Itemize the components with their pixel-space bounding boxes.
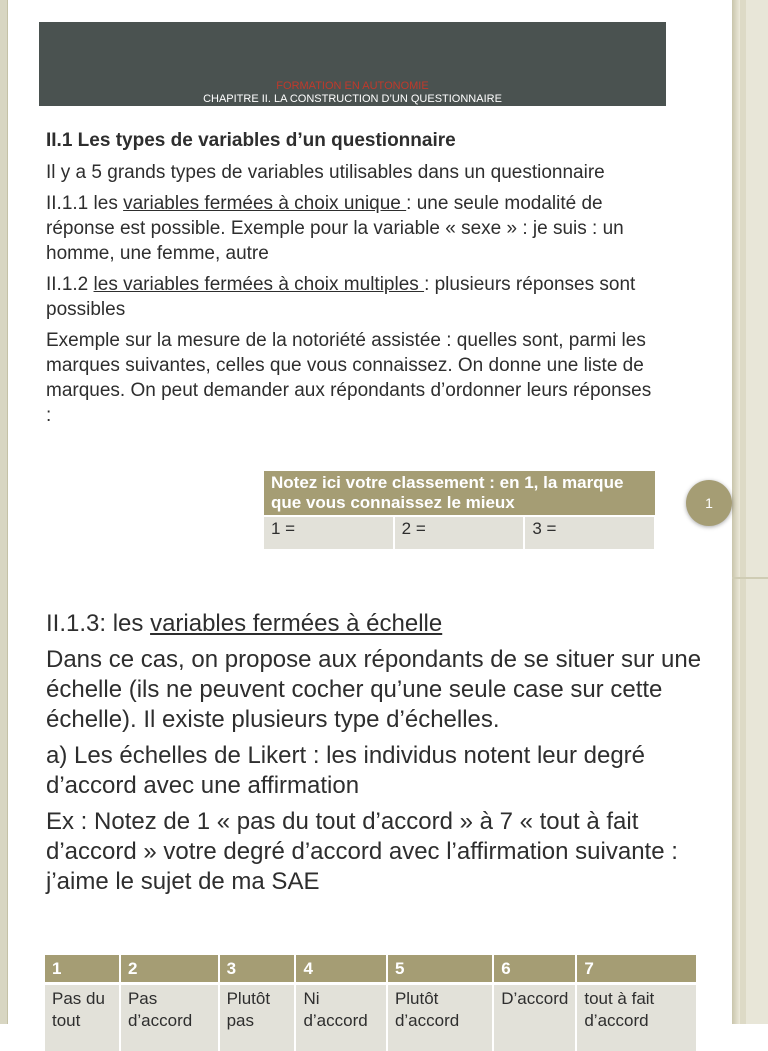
likert-cell-1: Pas du tout (45, 984, 120, 1051)
ranking-table (264, 471, 656, 549)
likert-row (45, 984, 697, 1051)
likert-header-3: 3 (219, 955, 296, 984)
s112-underlined: les variables fermées à choix multiples (94, 274, 425, 295)
likert-cell-7: tout à fait d’accord (576, 984, 697, 1051)
s111-underlined: variables fermées à choix unique (123, 193, 406, 214)
likert-header-2: 2 (120, 955, 219, 984)
page-number-badge: 1 (686, 480, 732, 526)
likert-header-7: 7 (576, 955, 697, 984)
s113-prefix: II.1.3: les (46, 610, 150, 637)
slide-divider (732, 577, 768, 579)
ranking-table-header-row (264, 471, 655, 516)
slide-header (39, 22, 666, 106)
header-title: FORMATION EN AUTONOMIE (39, 80, 666, 92)
section-intro: Il y a 5 grands types de variables utilisables dans un questionnaire (46, 160, 661, 185)
likert-cell-3: Plutôt pas (219, 984, 296, 1051)
likert-header-4: 4 (295, 955, 387, 984)
ranking-table-header: Notez ici votre classement : en 1, la marque que vous connaissez le mieux (264, 471, 655, 516)
likert-cell-4: Ni d’accord (295, 984, 387, 1051)
ranking-cell-1: 1 = (264, 516, 394, 549)
s111-prefix: II.1.1 les (46, 193, 123, 214)
paragraph-likert-example: Ex : Notez de 1 « pas du tout d’accord » à 7 « tout à fait d’accord » votre degré d’accord avec l’affirmation suivante : j’aime le sujet de ma SAE (46, 807, 706, 897)
ranking-cell-2: 2 = (394, 516, 525, 549)
section-heading: II.1 Les types de variables d’un questionnaire (46, 128, 661, 154)
slide-right-border (732, 0, 768, 1024)
s111-rest: : une seule modalité de réponse est possible. Exemple pour la variable « sexe » : je suis : un homme, une femme, autre (46, 193, 624, 264)
slide-edge-shadow (732, 0, 740, 1024)
s112-rest: : plusieurs réponses sont possibles (46, 274, 635, 320)
paragraph-multiple-choice (46, 272, 661, 322)
ranking-table-row (264, 516, 655, 549)
likert-header-1: 1 (45, 955, 120, 984)
slide-edge-strip (740, 0, 746, 1024)
likert-table (45, 955, 698, 1051)
s112-prefix: II.1.2 (46, 274, 94, 295)
ranking-cell-3: 3 = (524, 516, 655, 549)
header-subtitle: CHAPITRE II. LA CONSTRUCTION D’UN QUESTIONNAIRE (39, 93, 666, 105)
likert-header-5: 5 (387, 955, 493, 984)
paragraph-scale-intro: Dans ce cas, on propose aux répondants de se situer sur une échelle (ils ne peuvent cocher qu’une seule case sur cette échelle). Il existe plusieurs type d’échelles. (46, 645, 706, 735)
slide-content-top (46, 128, 661, 434)
likert-cell-2: Pas d’accord (120, 984, 219, 1051)
likert-header-6: 6 (493, 955, 576, 984)
paragraph-example: Exemple sur la mesure de la notoriété assistée : quelles sont, parmi les marques suivantes, celles que vous connaissez. On donne une liste de marques. On peut demander aux répondants d’ordonner leurs réponses : (46, 328, 661, 428)
likert-cell-5: Plutôt d’accord (387, 984, 493, 1051)
s113-underlined: variables fermées à échelle (150, 610, 442, 637)
paragraph-single-choice (46, 191, 661, 266)
section-scale-heading (46, 609, 706, 639)
likert-cell-6: D’accord (493, 984, 576, 1051)
paragraph-likert: a) Les échelles de Likert : les individus notent leur degré d’accord avec une affirmation (46, 741, 706, 801)
likert-header-row (45, 955, 697, 984)
slide-content-bottom (46, 609, 706, 903)
slide-left-border (0, 0, 8, 1024)
